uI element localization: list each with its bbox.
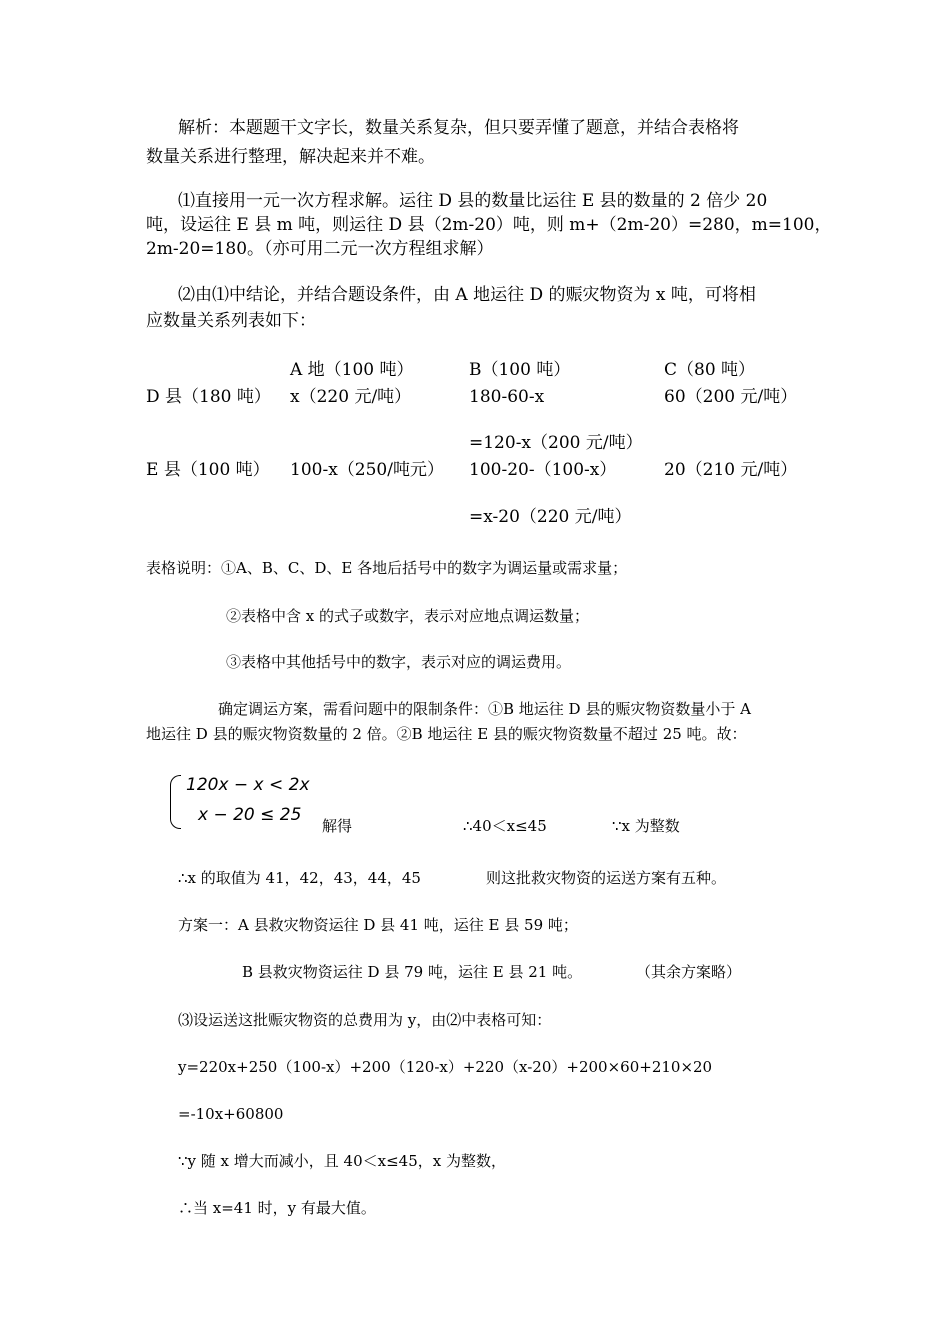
table-header-c: C（80 吨） [664, 360, 756, 380]
table-row-e-b2: =x-20（220 元/吨） [469, 507, 632, 527]
table-row-e-c: 20（210 元/吨） [664, 460, 798, 480]
part3-conclusion: ∴当 x=41 时，y 有最大值。 [178, 1199, 376, 1217]
plan1-line-b: B 县救灾物资运往 D 县 79 吨，运往 E 县 21 吨。 [242, 963, 583, 981]
system-brace [170, 775, 181, 829]
part3-cost-expression: y=220x+250（100-x）+200（120-x）+220（x-20）+200×60+210×20 [178, 1058, 713, 1076]
table-note-3: ③表格中其他括号中的数字，表示对应的调运费用。 [226, 653, 572, 671]
table-row-e-a: 100-x（250/吨元） [290, 460, 444, 480]
part3-line-1: ⑶设运送这批赈灾物资的总费用为 y，由⑵中表格可知： [178, 1011, 552, 1029]
part1-line-2: 吨，设运往 E 县 m 吨，则运往 D 县（2m-20）吨，则 m+（2m-20）=280，m=100， [146, 215, 832, 235]
other-plans-note: （其余方案略） [636, 963, 742, 981]
table-note-1: 表格说明：①A、B、C、D、E 各地后括号中的数字为调运量或需求量； [146, 559, 628, 577]
table-row-d-b2: =120-x（200 元/吨） [469, 433, 643, 453]
part1-line-3: 2m-20=180。（亦可用二元一次方程组求解） [146, 239, 494, 259]
table-row-d-c: 60（200 元/吨） [664, 387, 798, 407]
table-row-e-label: E 县（100 吨） [146, 460, 270, 480]
table-header-a: A 地（100 吨） [290, 360, 414, 380]
system-integer: ∵x 为整数 [612, 817, 680, 835]
table-row-d-a: x（220 元/吨） [290, 387, 412, 407]
system-eq-2: x − 20 ≤ 25 [198, 805, 302, 825]
part2-line-1: ⑵由⑴中结论，并结合题设条件，由 A 地运往 D 的赈灾物资为 x 吨，可将相 [178, 285, 756, 305]
table-row-d-label: D 县（180 吨） [146, 387, 271, 407]
system-solve-label: 解得 [322, 817, 353, 835]
table-header-b: B（100 吨） [469, 360, 571, 380]
table-note-2: ②表格中含 x 的式子或数字，表示对应地点调运数量； [226, 607, 589, 625]
table-row-e-b1: 100-20-（100-x） [469, 460, 617, 480]
system-eq-1: 120x − x < 2x [186, 775, 310, 795]
solutions-count: 则这批救灾物资的运送方案有五种。 [486, 869, 727, 887]
analysis-line-1: 解析：本题题干文字长，数量关系复杂，但只要弄懂了题意，并结合表格将 [178, 118, 739, 138]
table-row-d-b1: 180-60-x [469, 387, 545, 407]
plan1-line-a: 方案一：A 县救灾物资运往 D 县 41 吨，运往 E 县 59 吨； [178, 916, 578, 934]
part1-line-1: ⑴直接用一元一次方程求解。运往 D 县的数量比运往 E 县的数量的 2 倍少 20 [178, 191, 768, 211]
part3-simplified: =-10x+60800 [178, 1105, 284, 1123]
system-range: ∴40＜x≤45 [463, 817, 547, 835]
constraints-line-2: 地运往 D 县的赈灾物资数量的 2 倍。②B 地运往 E 县的赈灾物资数量不超过 25 吨。故： [146, 725, 747, 743]
analysis-line-2: 数量关系进行整理，解决起来并不难。 [146, 147, 435, 167]
solutions-values: ∴x 的取值为 41，42，43，44，45 [178, 869, 421, 887]
part2-line-2: 应数量关系列表如下： [146, 311, 316, 331]
part3-monotonic: ∵y 随 x 增大而减小，且 40＜x≤45，x 为整数， [178, 1152, 506, 1170]
constraints-line-1: 确定调运方案，需看问题中的限制条件：①B 地运往 D 县的赈灾物资数量小于 A [218, 700, 751, 718]
